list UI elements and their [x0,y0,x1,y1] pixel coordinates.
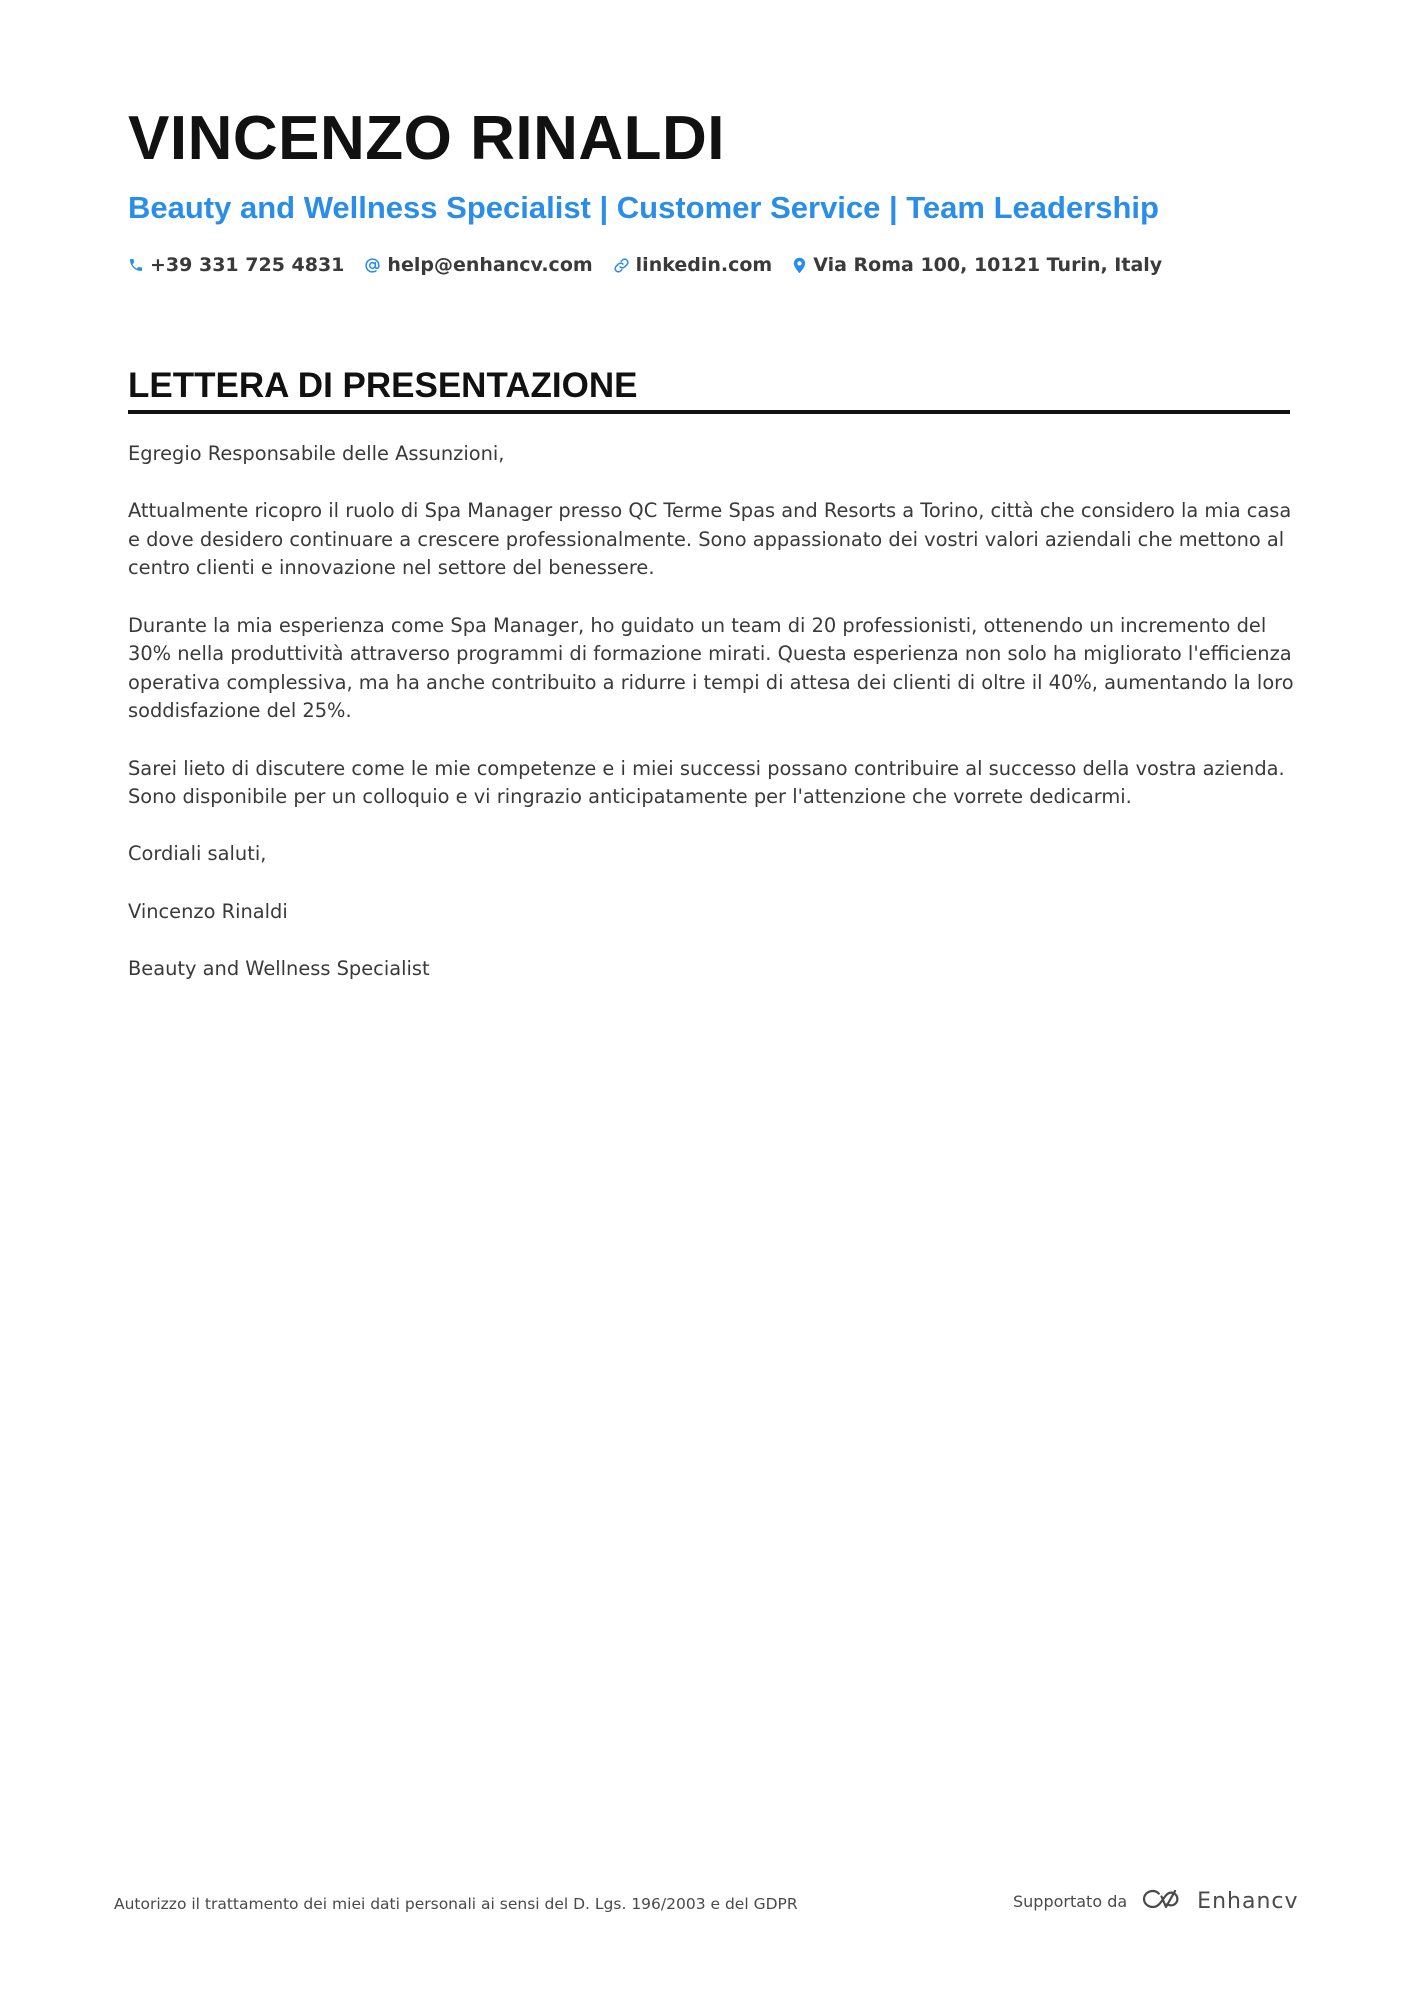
email-address[interactable]: help@enhancv.com [387,254,593,276]
signature-title: Beauty and Wellness Specialist [128,956,430,980]
contact-phone [128,254,344,276]
powered-by-label: Supportato da [1013,1891,1128,1911]
letter-body [128,440,1298,1012]
phone-icon [128,257,144,273]
map-pin-icon [792,257,807,274]
phone-number: +39 331 725 4831 [150,254,345,276]
contact-linkedin[interactable] [613,254,773,276]
letter-paragraph: Sarei lieto di discutere come le mie competenze e i miei successi possano contribuire al successo della vostra azienda. Sono disponibile per un colloquio e vi ringrazio anticipatamente per l'attenzione che vorrete dedicarmi. [128,756,1285,809]
address-text: Via Roma 100, 10121 Turin, Italy [813,254,1163,276]
candidate-headline: Beauty and Wellness Specialist | Customer Service | Team Leadership [128,190,1159,225]
letter-paragraph: Durante la mia esperienza come Spa Manager, ho guidato un team di 20 professionisti, ottenendo un incremento del 30% nella produttività attraverso programmi di formazione mirati. Questa esperienza non solo ha migliorato l'efficienza operativa complessiva, ma ha anche contribuito a ridurre i tempi di attesa dei clienti di oltre il 40%, aumentando la loro soddisfazione del 25%. [128,613,1294,723]
contact-address [792,254,1162,276]
candidate-name: VINCENZO RINALDI [128,104,725,173]
link-icon [613,257,630,274]
contact-bar [128,254,1162,276]
brand-name: Enhancv [1197,1888,1299,1914]
letter-greeting: Egregio Responsabile delle Assunzioni, [128,442,505,465]
powered-by[interactable] [1013,1886,1299,1916]
contact-email[interactable] [364,254,592,276]
privacy-consent: Autorizzo il trattamento dei miei dati personali ai sensi del D. Lgs. 196/2003 e del GDPR [114,1895,798,1913]
signature-name: Vincenzo Rinaldi [128,899,288,923]
letter-paragraph: Attualmente ricopro il ruolo di Spa Manager presso QC Terme Spas and Resorts a Torino, città che considero la mia casa e dove desidero continuare a crescere professionalmente. Sono appassionato dei vostri valori aziendali che mettono al centro clienti e innovazione nel settore del benessere. [128,499,1292,580]
section-title: LETTERA DI PRESENTAZIONE [128,366,638,405]
linkedin-link[interactable]: linkedin.com [635,254,773,276]
section-divider [128,410,1290,414]
at-icon [364,257,381,274]
enhancv-logo-icon [1139,1886,1185,1916]
letter-closing: Cordiali saluti, [128,842,267,866]
